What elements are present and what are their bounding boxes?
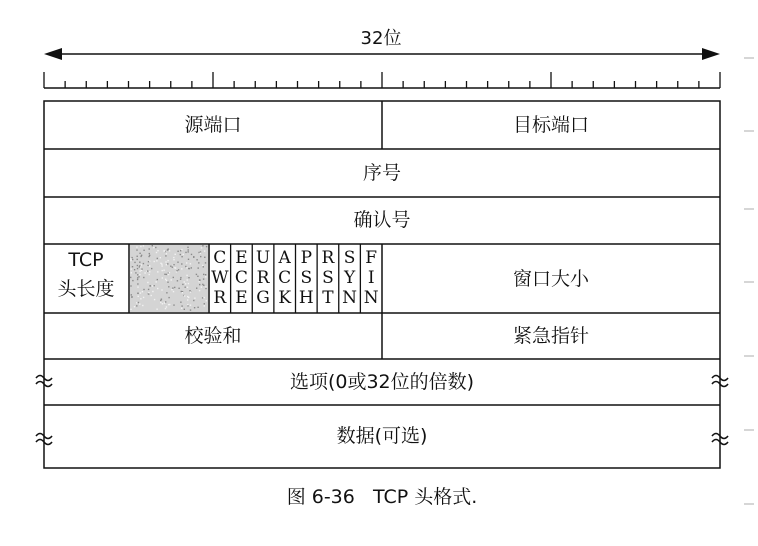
sequence-number-label: 序号	[362, 162, 402, 184]
dest-port-label: 目标端口	[512, 114, 590, 136]
flag-letter: S	[343, 248, 356, 268]
flag-letter: A	[278, 248, 291, 268]
flag-letter: N	[363, 288, 379, 308]
figure-caption: 图 6-36 TCP 头格式.	[286, 486, 478, 508]
flag-letter: N	[342, 288, 357, 308]
checksum-label: 校验和	[184, 325, 242, 347]
flag-letter: S	[300, 268, 313, 288]
flag-letter: E	[235, 288, 248, 308]
flag-letter: I	[367, 268, 375, 288]
flag-letter: F	[365, 248, 378, 268]
window-size-label: 窗口大小	[512, 268, 590, 290]
flag-letter: R	[213, 288, 227, 308]
flag-letter: K	[278, 288, 292, 308]
bit-ruler	[44, 72, 720, 88]
flag-letter: C	[278, 268, 292, 288]
data-label: 数据(可选)	[336, 425, 428, 447]
flag-letter: C	[234, 268, 248, 288]
margin-marks	[744, 58, 754, 504]
flag-letter: S	[322, 268, 334, 288]
flag-letter: E	[235, 248, 248, 268]
header-length-label-line1: TCP	[68, 249, 104, 271]
flag-bits	[211, 244, 379, 313]
source-port-label: 源端口	[184, 114, 242, 136]
flag-letter: H	[298, 288, 314, 308]
reserved-bits-block	[130, 245, 208, 312]
flag-letter: R	[321, 248, 335, 268]
flag-letter: C	[213, 248, 227, 268]
flag-letter: T	[322, 288, 334, 308]
flag-letter: U	[255, 248, 271, 268]
flag-letter: G	[256, 288, 270, 308]
options-label: 选项(0或32位的倍数)	[289, 371, 475, 393]
header-length-label-line2: 头长度	[57, 278, 115, 300]
width-label: 32位	[360, 28, 402, 49]
flag-letter: R	[256, 268, 270, 288]
ack-number-label: 确认号	[353, 209, 411, 231]
flag-letter: W	[211, 268, 229, 288]
flag-letter: P	[300, 248, 313, 268]
flag-letter: Y	[343, 268, 356, 288]
urgent-pointer-label: 紧急指针	[512, 325, 590, 347]
width-arrow	[44, 48, 720, 60]
